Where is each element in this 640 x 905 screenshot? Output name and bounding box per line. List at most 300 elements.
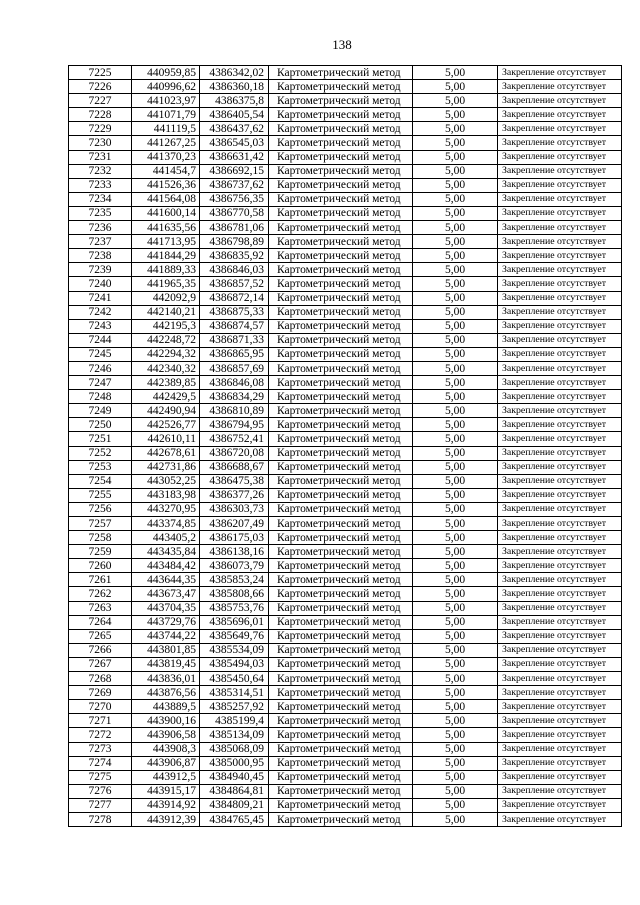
accuracy-cell: 5,00 xyxy=(413,784,498,798)
x-coordinate-cell: 441889,33 xyxy=(132,263,200,277)
coordinates-table-container xyxy=(68,65,622,827)
accuracy-cell: 5,00 xyxy=(413,460,498,474)
method-cell: Картометрический метод xyxy=(269,531,413,545)
point-number-cell: 7253 xyxy=(69,460,132,474)
point-number-cell: 7231 xyxy=(69,150,132,164)
table-row xyxy=(69,770,622,784)
fixing-cell: Закрепление отсутствует xyxy=(498,263,622,277)
table-row xyxy=(69,333,622,347)
table-row xyxy=(69,531,622,545)
x-coordinate-cell: 443836,01 xyxy=(132,672,200,686)
point-number-cell: 7258 xyxy=(69,531,132,545)
x-coordinate-cell: 442140,21 xyxy=(132,305,200,319)
x-coordinate-cell: 443744,22 xyxy=(132,629,200,643)
accuracy-cell: 5,00 xyxy=(413,347,498,361)
method-cell: Картометрический метод xyxy=(269,221,413,235)
fixing-cell: Закрепление отсутствует xyxy=(498,136,622,150)
x-coordinate-cell: 443906,58 xyxy=(132,728,200,742)
x-coordinate-cell: 443915,17 xyxy=(132,784,200,798)
table-row xyxy=(69,80,622,94)
method-cell: Картометрический метод xyxy=(269,66,413,80)
y-coordinate-cell: 4386631,42 xyxy=(200,150,269,164)
y-coordinate-cell: 4386874,57 xyxy=(200,319,269,333)
fixing-cell: Закрепление отсутствует xyxy=(498,517,622,531)
method-cell: Картометрический метод xyxy=(269,376,413,390)
point-number-cell: 7228 xyxy=(69,108,132,122)
point-number-cell: 7226 xyxy=(69,80,132,94)
accuracy-cell: 5,00 xyxy=(413,432,498,446)
accuracy-cell: 5,00 xyxy=(413,545,498,559)
method-cell: Картометрический метод xyxy=(269,305,413,319)
x-coordinate-cell: 443819,45 xyxy=(132,657,200,671)
y-coordinate-cell: 4386781,06 xyxy=(200,221,269,235)
point-number-cell: 7255 xyxy=(69,488,132,502)
accuracy-cell: 5,00 xyxy=(413,629,498,643)
fixing-cell: Закрепление отсутствует xyxy=(498,798,622,812)
y-coordinate-cell: 4386692,15 xyxy=(200,164,269,178)
y-coordinate-cell: 4386846,08 xyxy=(200,376,269,390)
point-number-cell: 7235 xyxy=(69,206,132,220)
accuracy-cell: 5,00 xyxy=(413,404,498,418)
x-coordinate-cell: 442678,61 xyxy=(132,446,200,460)
fixing-cell: Закрепление отсутствует xyxy=(498,643,622,657)
point-number-cell: 7262 xyxy=(69,587,132,601)
point-number-cell: 7275 xyxy=(69,770,132,784)
method-cell: Картометрический метод xyxy=(269,573,413,587)
method-cell: Картометрический метод xyxy=(269,615,413,629)
y-coordinate-cell: 4386871,33 xyxy=(200,333,269,347)
method-cell: Картометрический метод xyxy=(269,643,413,657)
x-coordinate-cell: 441370,23 xyxy=(132,150,200,164)
table-row xyxy=(69,432,622,446)
point-number-cell: 7260 xyxy=(69,559,132,573)
accuracy-cell: 5,00 xyxy=(413,517,498,531)
accuracy-cell: 5,00 xyxy=(413,277,498,291)
fixing-cell: Закрепление отсутствует xyxy=(498,305,622,319)
method-cell: Картометрический метод xyxy=(269,418,413,432)
accuracy-cell: 5,00 xyxy=(413,770,498,784)
accuracy-cell: 5,00 xyxy=(413,263,498,277)
x-coordinate-cell: 442195,3 xyxy=(132,319,200,333)
point-number-cell: 7263 xyxy=(69,601,132,615)
x-coordinate-cell: 443729,76 xyxy=(132,615,200,629)
fixing-cell: Закрепление отсутствует xyxy=(498,122,622,136)
table-row xyxy=(69,291,622,305)
fixing-cell: Закрепление отсутствует xyxy=(498,573,622,587)
method-cell: Картометрический метод xyxy=(269,812,413,826)
table-row xyxy=(69,390,622,404)
fixing-cell: Закрепление отсутствует xyxy=(498,94,622,108)
table-row xyxy=(69,361,622,375)
page-number: 138 xyxy=(332,37,352,52)
table-row xyxy=(69,643,622,657)
y-coordinate-cell: 4386073,79 xyxy=(200,559,269,573)
x-coordinate-cell: 443801,85 xyxy=(132,643,200,657)
x-coordinate-cell: 441454,7 xyxy=(132,164,200,178)
x-coordinate-cell: 442429,5 xyxy=(132,390,200,404)
y-coordinate-cell: 4386846,03 xyxy=(200,263,269,277)
y-coordinate-cell: 4385808,66 xyxy=(200,587,269,601)
y-coordinate-cell: 4385649,76 xyxy=(200,629,269,643)
point-number-cell: 7261 xyxy=(69,573,132,587)
fixing-cell: Закрепление отсутствует xyxy=(498,390,622,404)
method-cell: Картометрический метод xyxy=(269,122,413,136)
fixing-cell: Закрепление отсутствует xyxy=(498,291,622,305)
fixing-cell: Закрепление отсутствует xyxy=(498,714,622,728)
accuracy-cell: 5,00 xyxy=(413,164,498,178)
x-coordinate-cell: 443052,25 xyxy=(132,474,200,488)
point-number-cell: 7269 xyxy=(69,686,132,700)
fixing-cell: Закрепление отсутствует xyxy=(498,192,622,206)
method-cell: Картометрический метод xyxy=(269,291,413,305)
x-coordinate-cell: 442340,32 xyxy=(132,361,200,375)
accuracy-cell: 5,00 xyxy=(413,672,498,686)
table-row xyxy=(69,178,622,192)
fixing-cell: Закрепление отсутствует xyxy=(498,812,622,826)
table-row xyxy=(69,587,622,601)
point-number-cell: 7252 xyxy=(69,446,132,460)
point-number-cell: 7277 xyxy=(69,798,132,812)
y-coordinate-cell: 4385853,24 xyxy=(200,573,269,587)
fixing-cell: Закрепление отсутствует xyxy=(498,559,622,573)
point-number-cell: 7265 xyxy=(69,629,132,643)
method-cell: Картометрический метод xyxy=(269,80,413,94)
point-number-cell: 7278 xyxy=(69,812,132,826)
table-row xyxy=(69,446,622,460)
fixing-cell: Закрепление отсутствует xyxy=(498,686,622,700)
table-row xyxy=(69,812,622,826)
point-number-cell: 7256 xyxy=(69,502,132,516)
accuracy-cell: 5,00 xyxy=(413,122,498,136)
method-cell: Картометрический метод xyxy=(269,446,413,460)
method-cell: Картометрический метод xyxy=(269,587,413,601)
table-row xyxy=(69,108,622,122)
accuracy-cell: 5,00 xyxy=(413,700,498,714)
x-coordinate-cell: 442294,32 xyxy=(132,347,200,361)
y-coordinate-cell: 4386375,8 xyxy=(200,94,269,108)
x-coordinate-cell: 442610,11 xyxy=(132,432,200,446)
y-coordinate-cell: 4386207,49 xyxy=(200,517,269,531)
x-coordinate-cell: 442248,72 xyxy=(132,333,200,347)
accuracy-cell: 5,00 xyxy=(413,361,498,375)
method-cell: Картометрический метод xyxy=(269,333,413,347)
accuracy-cell: 5,00 xyxy=(413,686,498,700)
accuracy-cell: 5,00 xyxy=(413,615,498,629)
x-coordinate-cell: 441965,35 xyxy=(132,277,200,291)
method-cell: Картометрический метод xyxy=(269,770,413,784)
table-row xyxy=(69,784,622,798)
method-cell: Картометрический метод xyxy=(269,192,413,206)
accuracy-cell: 5,00 xyxy=(413,446,498,460)
x-coordinate-cell: 441119,5 xyxy=(132,122,200,136)
y-coordinate-cell: 4385257,92 xyxy=(200,700,269,714)
point-number-cell: 7251 xyxy=(69,432,132,446)
method-cell: Картометрический метод xyxy=(269,686,413,700)
x-coordinate-cell: 440996,62 xyxy=(132,80,200,94)
y-coordinate-cell: 4385000,95 xyxy=(200,756,269,770)
table-row xyxy=(69,798,622,812)
fixing-cell: Закрепление отсутствует xyxy=(498,446,622,460)
x-coordinate-cell: 442731,86 xyxy=(132,460,200,474)
x-coordinate-cell: 441713,95 xyxy=(132,235,200,249)
accuracy-cell: 5,00 xyxy=(413,587,498,601)
table-row xyxy=(69,615,622,629)
method-cell: Картометрический метод xyxy=(269,672,413,686)
table-row xyxy=(69,672,622,686)
method-cell: Картометрический метод xyxy=(269,150,413,164)
fixing-cell: Закрепление отсутствует xyxy=(498,404,622,418)
point-number-cell: 7234 xyxy=(69,192,132,206)
x-coordinate-cell: 443906,87 xyxy=(132,756,200,770)
method-cell: Картометрический метод xyxy=(269,559,413,573)
x-coordinate-cell: 442526,77 xyxy=(132,418,200,432)
y-coordinate-cell: 4386688,67 xyxy=(200,460,269,474)
table-row xyxy=(69,221,622,235)
y-coordinate-cell: 4386872,14 xyxy=(200,291,269,305)
table-row xyxy=(69,559,622,573)
method-cell: Картометрический метод xyxy=(269,249,413,263)
fixing-cell: Закрепление отсутствует xyxy=(498,770,622,784)
table-row xyxy=(69,686,622,700)
accuracy-cell: 5,00 xyxy=(413,178,498,192)
fixing-cell: Закрепление отсутствует xyxy=(498,784,622,798)
fixing-cell: Закрепление отсутствует xyxy=(498,601,622,615)
y-coordinate-cell: 4386770,58 xyxy=(200,206,269,220)
point-number-cell: 7241 xyxy=(69,291,132,305)
method-cell: Картометрический метод xyxy=(269,347,413,361)
table-row xyxy=(69,249,622,263)
accuracy-cell: 5,00 xyxy=(413,80,498,94)
x-coordinate-cell: 443374,85 xyxy=(132,517,200,531)
method-cell: Картометрический метод xyxy=(269,756,413,770)
point-number-cell: 7250 xyxy=(69,418,132,432)
point-number-cell: 7232 xyxy=(69,164,132,178)
method-cell: Картометрический метод xyxy=(269,108,413,122)
method-cell: Картометрический метод xyxy=(269,319,413,333)
x-coordinate-cell: 443704,35 xyxy=(132,601,200,615)
method-cell: Картометрический метод xyxy=(269,784,413,798)
point-number-cell: 7230 xyxy=(69,136,132,150)
table-row xyxy=(69,66,622,80)
accuracy-cell: 5,00 xyxy=(413,474,498,488)
table-row xyxy=(69,460,622,474)
fixing-cell: Закрепление отсутствует xyxy=(498,531,622,545)
point-number-cell: 7238 xyxy=(69,249,132,263)
point-number-cell: 7272 xyxy=(69,728,132,742)
method-cell: Картометрический метод xyxy=(269,390,413,404)
table-row xyxy=(69,657,622,671)
y-coordinate-cell: 4385534,09 xyxy=(200,643,269,657)
point-number-cell: 7240 xyxy=(69,277,132,291)
fixing-cell: Закрепление отсутствует xyxy=(498,432,622,446)
y-coordinate-cell: 4384809,21 xyxy=(200,798,269,812)
point-number-cell: 7276 xyxy=(69,784,132,798)
accuracy-cell: 5,00 xyxy=(413,291,498,305)
table-row xyxy=(69,319,622,333)
method-cell: Картометрический метод xyxy=(269,263,413,277)
table-row xyxy=(69,206,622,220)
table-row xyxy=(69,277,622,291)
x-coordinate-cell: 443914,92 xyxy=(132,798,200,812)
point-number-cell: 7248 xyxy=(69,390,132,404)
method-cell: Картометрический метод xyxy=(269,206,413,220)
x-coordinate-cell: 443484,42 xyxy=(132,559,200,573)
x-coordinate-cell: 441635,56 xyxy=(132,221,200,235)
table-row xyxy=(69,418,622,432)
accuracy-cell: 5,00 xyxy=(413,657,498,671)
coordinates-table xyxy=(68,65,622,827)
table-row xyxy=(69,376,622,390)
point-number-cell: 7266 xyxy=(69,643,132,657)
method-cell: Картометрический метод xyxy=(269,714,413,728)
x-coordinate-cell: 443644,35 xyxy=(132,573,200,587)
fixing-cell: Закрепление отсутствует xyxy=(498,672,622,686)
point-number-cell: 7264 xyxy=(69,615,132,629)
fixing-cell: Закрепление отсутствует xyxy=(498,488,622,502)
table-row xyxy=(69,263,622,277)
y-coordinate-cell: 4385068,09 xyxy=(200,742,269,756)
point-number-cell: 7242 xyxy=(69,305,132,319)
point-number-cell: 7274 xyxy=(69,756,132,770)
accuracy-cell: 5,00 xyxy=(413,728,498,742)
y-coordinate-cell: 4386798,89 xyxy=(200,235,269,249)
x-coordinate-cell: 443876,56 xyxy=(132,686,200,700)
point-number-cell: 7237 xyxy=(69,235,132,249)
point-number-cell: 7225 xyxy=(69,66,132,80)
accuracy-cell: 5,00 xyxy=(413,66,498,80)
method-cell: Картометрический метод xyxy=(269,460,413,474)
accuracy-cell: 5,00 xyxy=(413,108,498,122)
fixing-cell: Закрепление отсутствует xyxy=(498,150,622,164)
fixing-cell: Закрепление отсутствует xyxy=(498,418,622,432)
accuracy-cell: 5,00 xyxy=(413,192,498,206)
accuracy-cell: 5,00 xyxy=(413,502,498,516)
method-cell: Картометрический метод xyxy=(269,235,413,249)
y-coordinate-cell: 4385450,64 xyxy=(200,672,269,686)
accuracy-cell: 5,00 xyxy=(413,531,498,545)
fixing-cell: Закрепление отсутствует xyxy=(498,361,622,375)
accuracy-cell: 5,00 xyxy=(413,333,498,347)
accuracy-cell: 5,00 xyxy=(413,714,498,728)
y-coordinate-cell: 4386545,03 xyxy=(200,136,269,150)
y-coordinate-cell: 4385494,03 xyxy=(200,657,269,671)
point-number-cell: 7259 xyxy=(69,545,132,559)
accuracy-cell: 5,00 xyxy=(413,573,498,587)
point-number-cell: 7273 xyxy=(69,742,132,756)
method-cell: Картометрический метод xyxy=(269,488,413,502)
method-cell: Картометрический метод xyxy=(269,94,413,108)
y-coordinate-cell: 4386810,89 xyxy=(200,404,269,418)
table-row xyxy=(69,601,622,615)
accuracy-cell: 5,00 xyxy=(413,488,498,502)
y-coordinate-cell: 4386835,92 xyxy=(200,249,269,263)
point-number-cell: 7247 xyxy=(69,376,132,390)
accuracy-cell: 5,00 xyxy=(413,94,498,108)
accuracy-cell: 5,00 xyxy=(413,136,498,150)
x-coordinate-cell: 441844,29 xyxy=(132,249,200,263)
y-coordinate-cell: 4386138,16 xyxy=(200,545,269,559)
fixing-cell: Закрепление отсутствует xyxy=(498,756,622,770)
accuracy-cell: 5,00 xyxy=(413,376,498,390)
fixing-cell: Закрепление отсутствует xyxy=(498,319,622,333)
accuracy-cell: 5,00 xyxy=(413,390,498,404)
point-number-cell: 7233 xyxy=(69,178,132,192)
table-row xyxy=(69,545,622,559)
y-coordinate-cell: 4386437,62 xyxy=(200,122,269,136)
y-coordinate-cell: 4385314,51 xyxy=(200,686,269,700)
y-coordinate-cell: 4386405,54 xyxy=(200,108,269,122)
x-coordinate-cell: 443908,3 xyxy=(132,742,200,756)
y-coordinate-cell: 4385199,4 xyxy=(200,714,269,728)
point-number-cell: 7249 xyxy=(69,404,132,418)
method-cell: Картометрический метод xyxy=(269,136,413,150)
y-coordinate-cell: 4385753,76 xyxy=(200,601,269,615)
table-row xyxy=(69,488,622,502)
table-row xyxy=(69,347,622,361)
method-cell: Картометрический метод xyxy=(269,629,413,643)
accuracy-cell: 5,00 xyxy=(413,798,498,812)
table-row xyxy=(69,756,622,770)
fixing-cell: Закрепление отсутствует xyxy=(498,587,622,601)
y-coordinate-cell: 4386794,95 xyxy=(200,418,269,432)
fixing-cell: Закрепление отсутствует xyxy=(498,206,622,220)
point-number-cell: 7236 xyxy=(69,221,132,235)
point-number-cell: 7267 xyxy=(69,657,132,671)
y-coordinate-cell: 4386360,18 xyxy=(200,80,269,94)
x-coordinate-cell: 441600,14 xyxy=(132,206,200,220)
y-coordinate-cell: 4386834,29 xyxy=(200,390,269,404)
method-cell: Картометрический метод xyxy=(269,601,413,615)
point-number-cell: 7239 xyxy=(69,263,132,277)
accuracy-cell: 5,00 xyxy=(413,249,498,263)
accuracy-cell: 5,00 xyxy=(413,221,498,235)
table-row xyxy=(69,164,622,178)
method-cell: Картометрический метод xyxy=(269,361,413,375)
method-cell: Картометрический метод xyxy=(269,502,413,516)
fixing-cell: Закрепление отсутствует xyxy=(498,728,622,742)
point-number-cell: 7245 xyxy=(69,347,132,361)
point-number-cell: 7268 xyxy=(69,672,132,686)
x-coordinate-cell: 443912,5 xyxy=(132,770,200,784)
method-cell: Картометрический метод xyxy=(269,798,413,812)
accuracy-cell: 5,00 xyxy=(413,305,498,319)
table-row xyxy=(69,192,622,206)
fixing-cell: Закрепление отсутствует xyxy=(498,545,622,559)
x-coordinate-cell: 443435,84 xyxy=(132,545,200,559)
fixing-cell: Закрепление отсутствует xyxy=(498,742,622,756)
accuracy-cell: 5,00 xyxy=(413,235,498,249)
table-row xyxy=(69,94,622,108)
fixing-cell: Закрепление отсутствует xyxy=(498,376,622,390)
accuracy-cell: 5,00 xyxy=(413,559,498,573)
y-coordinate-cell: 4386875,33 xyxy=(200,305,269,319)
accuracy-cell: 5,00 xyxy=(413,418,498,432)
table-row xyxy=(69,573,622,587)
fixing-cell: Закрепление отсутствует xyxy=(498,235,622,249)
method-cell: Картометрический метод xyxy=(269,742,413,756)
table-row xyxy=(69,728,622,742)
point-number-cell: 7257 xyxy=(69,517,132,531)
point-number-cell: 7246 xyxy=(69,361,132,375)
accuracy-cell: 5,00 xyxy=(413,756,498,770)
y-coordinate-cell: 4386475,38 xyxy=(200,474,269,488)
point-number-cell: 7229 xyxy=(69,122,132,136)
fixing-cell: Закрепление отсутствует xyxy=(498,629,622,643)
point-number-cell: 7227 xyxy=(69,94,132,108)
table-row xyxy=(69,474,622,488)
fixing-cell: Закрепление отсутствует xyxy=(498,277,622,291)
method-cell: Картометрический метод xyxy=(269,728,413,742)
